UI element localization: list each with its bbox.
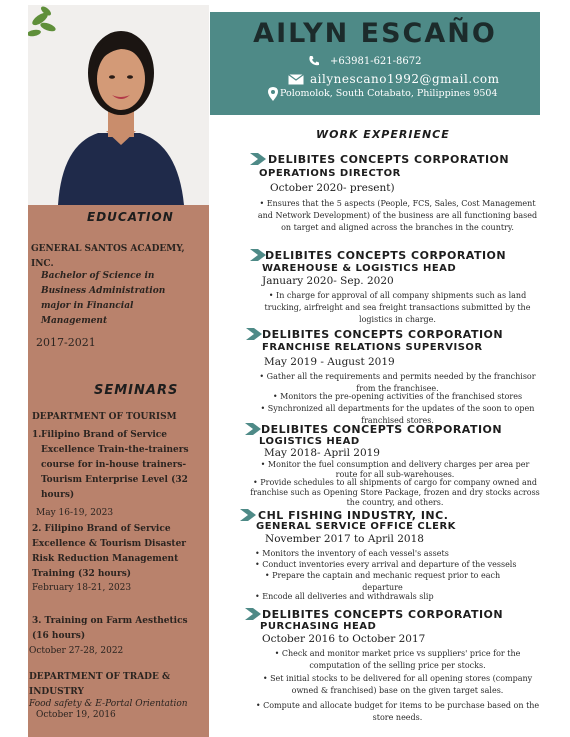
profile-photo-illustration bbox=[28, 5, 209, 205]
phone-icon bbox=[308, 55, 320, 67]
job-1-bullet-1: • Ensures that the 5 aspects (People, FCS, Sales, Cost Management and Network Development) of the business are all functioning based on target and aligned across the branches in the country. bbox=[257, 199, 538, 232]
education-degree: Bachelor of Science in Business Administration major in Financial Management bbox=[41, 271, 166, 326]
seminar-dti-item: Food safety & E-Portal Orientation bbox=[29, 699, 188, 709]
job-5-bullet-2: • Conduct inventories every arrival and departure of the vessels bbox=[255, 560, 517, 569]
profile-photo bbox=[28, 5, 209, 205]
location-pin-icon bbox=[268, 87, 278, 101]
seminar-org-dti: DEPARTMENT OF TRADE & INDUSTRY bbox=[29, 672, 171, 697]
job-3-role: FRANCHISE RELATIONS SUPERVISOR bbox=[262, 342, 483, 353]
job-4-bullet-2: • Provide schedules to all shipments of cargo for company owned and franchise such as Opening Store Package, frozen and dry stocks across the country, and others. bbox=[250, 478, 540, 507]
job-2-bullet-1: • In charge for approval of all company shipments such as land trucking, airfreight and sea freight transactions submitted by the logistics in charge. bbox=[264, 291, 531, 324]
phone-number: +63981-621-8672 bbox=[330, 56, 422, 67]
job-2-period: January 2020- Sep. 2020 bbox=[262, 275, 394, 287]
job-2-company: DELIBITES CONCEPTS CORPORATION bbox=[265, 249, 507, 262]
job-6-bullet-3: • Compute and allocate budget for items to be purchase based on the store needs. bbox=[255, 701, 540, 722]
seminar-org-tourism: DEPARTMENT OF TOURISM bbox=[32, 412, 177, 422]
job-6-company: DELIBITES CONCEPTS CORPORATION bbox=[262, 608, 504, 621]
seminar-item-3: 3. Training on Farm Aesthetics (16 hours) bbox=[32, 616, 188, 641]
seminar-item-2: 2. Filipino Brand of Service Excellence & Tourism Disaster Risk Reduction Management Training (32 hours) bbox=[32, 524, 187, 579]
chevron-right-icon bbox=[240, 509, 256, 521]
job-3-bullet-3: • Synchronized all departments for the updates of the soon to open franchised stores. bbox=[260, 404, 535, 425]
job-4-role: LOGISTICS HEAD bbox=[259, 436, 360, 447]
email-icon bbox=[288, 74, 304, 85]
job-2-role: WAREHOUSE & LOGISTICS HEAD bbox=[262, 263, 457, 274]
job-3-company: DELIBITES CONCEPTS CORPORATION bbox=[262, 328, 504, 341]
chevron-right-icon bbox=[245, 608, 261, 620]
job-1-period: October 2020- present) bbox=[270, 182, 395, 194]
job-5-bullet-1: • Monitors the inventory of each vessel's assets bbox=[255, 549, 449, 558]
chevron-right-icon bbox=[246, 328, 262, 340]
header-banner bbox=[210, 12, 540, 115]
chevron-right-icon bbox=[245, 423, 261, 435]
job-5-bullet-3: • Prepare the captain and mechanic request prior to each departure bbox=[264, 571, 501, 592]
job-1-role: OPERATIONS DIRECTOR bbox=[259, 168, 401, 179]
email-address[interactable]: ailynescano1992@gmail.com bbox=[310, 72, 500, 86]
address: Polomolok, South Cotabato, Philippines 9504 bbox=[280, 88, 498, 99]
job-3-period: May 2019 - August 2019 bbox=[264, 356, 395, 368]
seminar-item-1-text: Filipino Brand of Service Excellence Train-the-trainers course for in-house trainers-Tourism Enterprise Level (32 hours) bbox=[41, 430, 189, 500]
job-6-role: PURCHASING HEAD bbox=[260, 621, 377, 632]
chevron-right-icon bbox=[250, 153, 266, 165]
job-3-bullet-2: • Monitors the pre-opening activities of the franchised stores bbox=[272, 392, 523, 401]
education-title: EDUCATION bbox=[87, 210, 174, 224]
job-4-period: May 2018- April 2019 bbox=[264, 447, 380, 459]
chevron-right-icon bbox=[250, 249, 266, 261]
job-5-role: GENERAL SERVICE OFFICE CLERK bbox=[256, 521, 456, 532]
seminar-item-1-date: May 16-19, 2023 bbox=[36, 508, 114, 518]
seminar-dti-date: October 19, 2016 bbox=[36, 710, 116, 720]
job-6-bullet-2: • Set initial stocks to be delivered for all opening stores (company owned & franchised) base on the given target sales. bbox=[262, 674, 533, 695]
candidate-name: AILYN ESCAÑO bbox=[253, 18, 497, 49]
job-6-period: October 2016 to October 2017 bbox=[262, 633, 426, 645]
education-years: 2017-2021 bbox=[36, 336, 96, 349]
job-4-company: DELIBITES CONCEPTS CORPORATION bbox=[261, 423, 503, 436]
job-5-period: November 2017 to April 2018 bbox=[265, 533, 424, 545]
job-6-bullet-1: • Check and monitor market price vs suppliers' price for the computation of the selling price per stocks. bbox=[274, 649, 521, 670]
job-1-company: DELIBITES CONCEPTS CORPORATION bbox=[268, 153, 510, 166]
seminar-item-2-date: February 18-21, 2023 bbox=[32, 583, 132, 593]
education-school: GENERAL SANTOS ACADEMY, INC. bbox=[31, 244, 185, 269]
seminar-item-1-number: 1. bbox=[32, 430, 42, 440]
job-4-bullet-1: • Monitor the fuel consumption and delivery charges per area per route for all sub-warehouses. bbox=[260, 460, 530, 479]
job-5-company: CHL FISHING INDUSTRY, INC. bbox=[258, 509, 449, 522]
job-3-bullet-1: • Gather all the requirements and permits needed by the franchisor from the franchisee. bbox=[259, 372, 536, 393]
seminar-item-3-date: October 27-28, 2022 bbox=[29, 646, 124, 656]
work-experience-title: WORK EXPERIENCE bbox=[316, 128, 450, 141]
seminars-title: SEMINARS bbox=[94, 383, 179, 398]
job-5-bullet-4: • Encode all deliveries and withdrawals slip bbox=[255, 592, 434, 601]
